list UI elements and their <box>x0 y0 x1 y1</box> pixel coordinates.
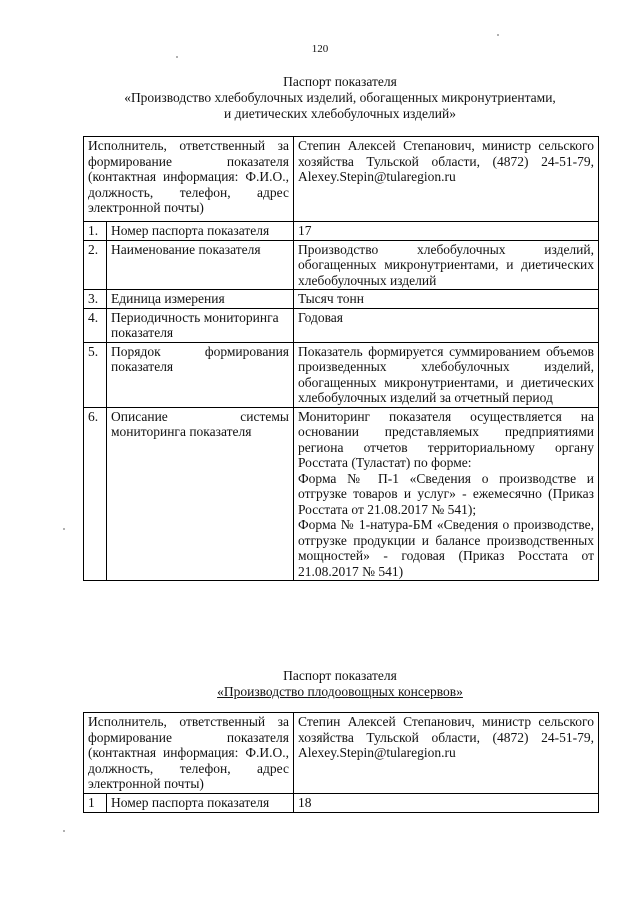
scan-speck <box>176 56 178 58</box>
passport-2-heading: Паспорт показателя <box>283 668 397 683</box>
table-row <box>84 308 599 342</box>
executor-row <box>84 137 599 222</box>
monitoring-paragraph-3: Форма № 1-натура-БМ «Сведения о производстве, отгрузке продукции и балансе производственных мощностей» - годовая (Приказ Росстата от 21.08.2017 № 541) <box>298 517 594 579</box>
row-label: Единица измерения <box>107 290 294 309</box>
scan-speck <box>63 830 65 832</box>
row-label: Номер паспорта показателя <box>107 794 294 813</box>
passport-2-subtitle: «Производство плодоовощных консервов» <box>217 684 463 699</box>
passport-1-title <box>60 74 620 122</box>
row-label: Периодичность мониторинга показателя <box>107 308 294 342</box>
table-row <box>84 290 599 309</box>
passport-2-title <box>60 668 620 700</box>
row-value <box>294 407 599 581</box>
passport-1-subtitle-line-1: «Производство хлебобулочных изделий, обогащенных микронутриентами, <box>124 90 556 105</box>
row-value: Производство хлебобулочных изделий, обогащенных микронутриентами, и диетических хлебобулочных изделий <box>294 240 599 290</box>
executor-value: Степин Алексей Степанович, министр сельского хозяйства Тульской области, (4872) 24-51-79, Alexey.Stepin@tularegion.ru <box>294 713 599 794</box>
row-number: 5. <box>84 342 107 407</box>
row-number: 6. <box>84 407 107 581</box>
monitoring-paragraph-2: Форма № П-1 «Сведения о производстве и отгрузке товаров и услуг» - ежемесячно (Приказ Росстата от 21.08.2017 № 541); <box>298 470 594 517</box>
executor-label: Исполнитель, ответственный за формирование показателя (контактная информация: Ф.И.О., должность, телефон, адрес электронной почты) <box>84 713 294 794</box>
passport-1-subtitle-line-2: и диетических хлебобулочных изделий» <box>224 106 456 121</box>
row-value: 18 <box>294 794 599 813</box>
executor-row <box>84 713 599 794</box>
row-value: Показатель формируется суммированием объемов произведенных хлебобулочных изделий, обогащенных микронутриентами, и диетических хлебобулочных изделий за отчетный период <box>294 342 599 407</box>
page-number: 120 <box>311 43 329 55</box>
row-number: 1. <box>84 222 107 241</box>
executor-value: Степин Алексей Степанович, министр сельского хозяйства Тульской области, (4872) 24-51-79, Alexey.Stepin@tularegion.ru <box>294 137 599 222</box>
row-value: Годовая <box>294 308 599 342</box>
row-label: Порядок формирования показателя <box>107 342 294 407</box>
row-number: 1 <box>84 794 107 813</box>
passport-2-table <box>83 712 599 813</box>
row-number: 2. <box>84 240 107 290</box>
row-label: Описание системы мониторинга показателя <box>107 407 294 581</box>
table-row <box>84 794 599 813</box>
table-row <box>84 342 599 407</box>
row-label: Наименование показателя <box>107 240 294 290</box>
row-value: Тысяч тонн <box>294 290 599 309</box>
row-label: Номер паспорта показателя <box>107 222 294 241</box>
scan-speck <box>497 34 499 36</box>
passport-1-table <box>83 136 599 581</box>
row-number: 3. <box>84 290 107 309</box>
passport-1-heading: Паспорт показателя <box>283 74 397 89</box>
row-number: 4. <box>84 308 107 342</box>
executor-label: Исполнитель, ответственный за формирование показателя (контактная информация: Ф.И.О., должность, телефон, адрес электронной почты) <box>84 137 294 222</box>
scan-speck <box>63 528 65 530</box>
row-value: 17 <box>294 222 599 241</box>
table-row <box>84 240 599 290</box>
table-row <box>84 222 599 241</box>
table-row <box>84 407 599 581</box>
monitoring-paragraph-1: Мониторинг показателя осуществляется на основании представляемых предприятиями региона отчетов территориальному органу Росстата (Туластат) по форме: <box>298 408 594 470</box>
